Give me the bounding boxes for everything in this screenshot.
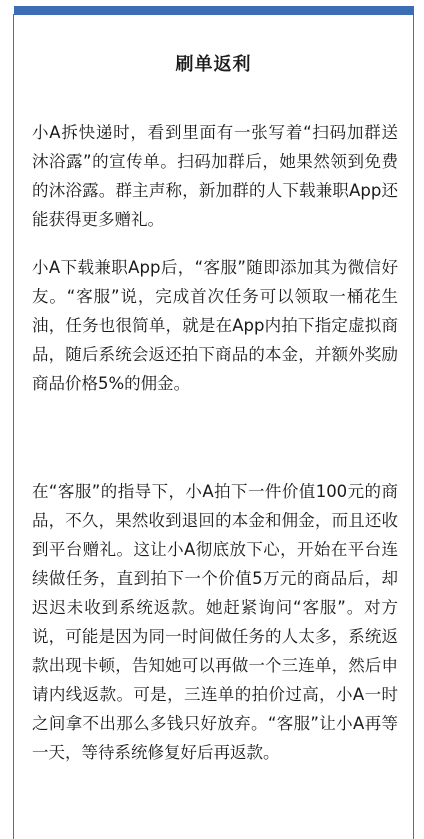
- article-paragraph-1: 小A拆快递时，看到里面有一张写着“扫码加群送沐浴露”的宣传单。扫码加群后，她果然领到免费的沐浴露。群主声称，新加群的人下载兼职App还能获得更多赠礼。: [32, 123, 398, 229]
- article-paragraph-2: 小A下载兼职App后，“客服”随即添加其为微信好友。“客服”说，完成首次任务可以领取一桶花生油，任务也很简单，就是在App内拍下指定虚拟商品，随后系统会返还拍下商品的本金，并额外奖励商品价格5%的佣金。: [32, 258, 398, 393]
- article-title: 刷单返利: [175, 54, 252, 75]
- article-card: [13, 14, 414, 839]
- article-paragraph-3: 在“客服”的指导下，小A拍下一件价值100元的商品，不久，果然收到退回的本金和佣金，而且还收到平台赠礼。这让小A彻底放下心，开始在平台连续做任务，直到拍下一个价值5万元的商品后，却迟迟未收到系统返款。她赶紧询问“客服”。对方说，可能是因为同一时间做任务的人太多，系统返款出现卡顿，告知她可以再做一个三连单，然后申请内线返款。可是，三连单的拍价过高，小A一时之间拿不出那么多钱只好放弃。“客服”让小A再等一天，等待系统修复好后再返款。: [32, 482, 398, 762]
